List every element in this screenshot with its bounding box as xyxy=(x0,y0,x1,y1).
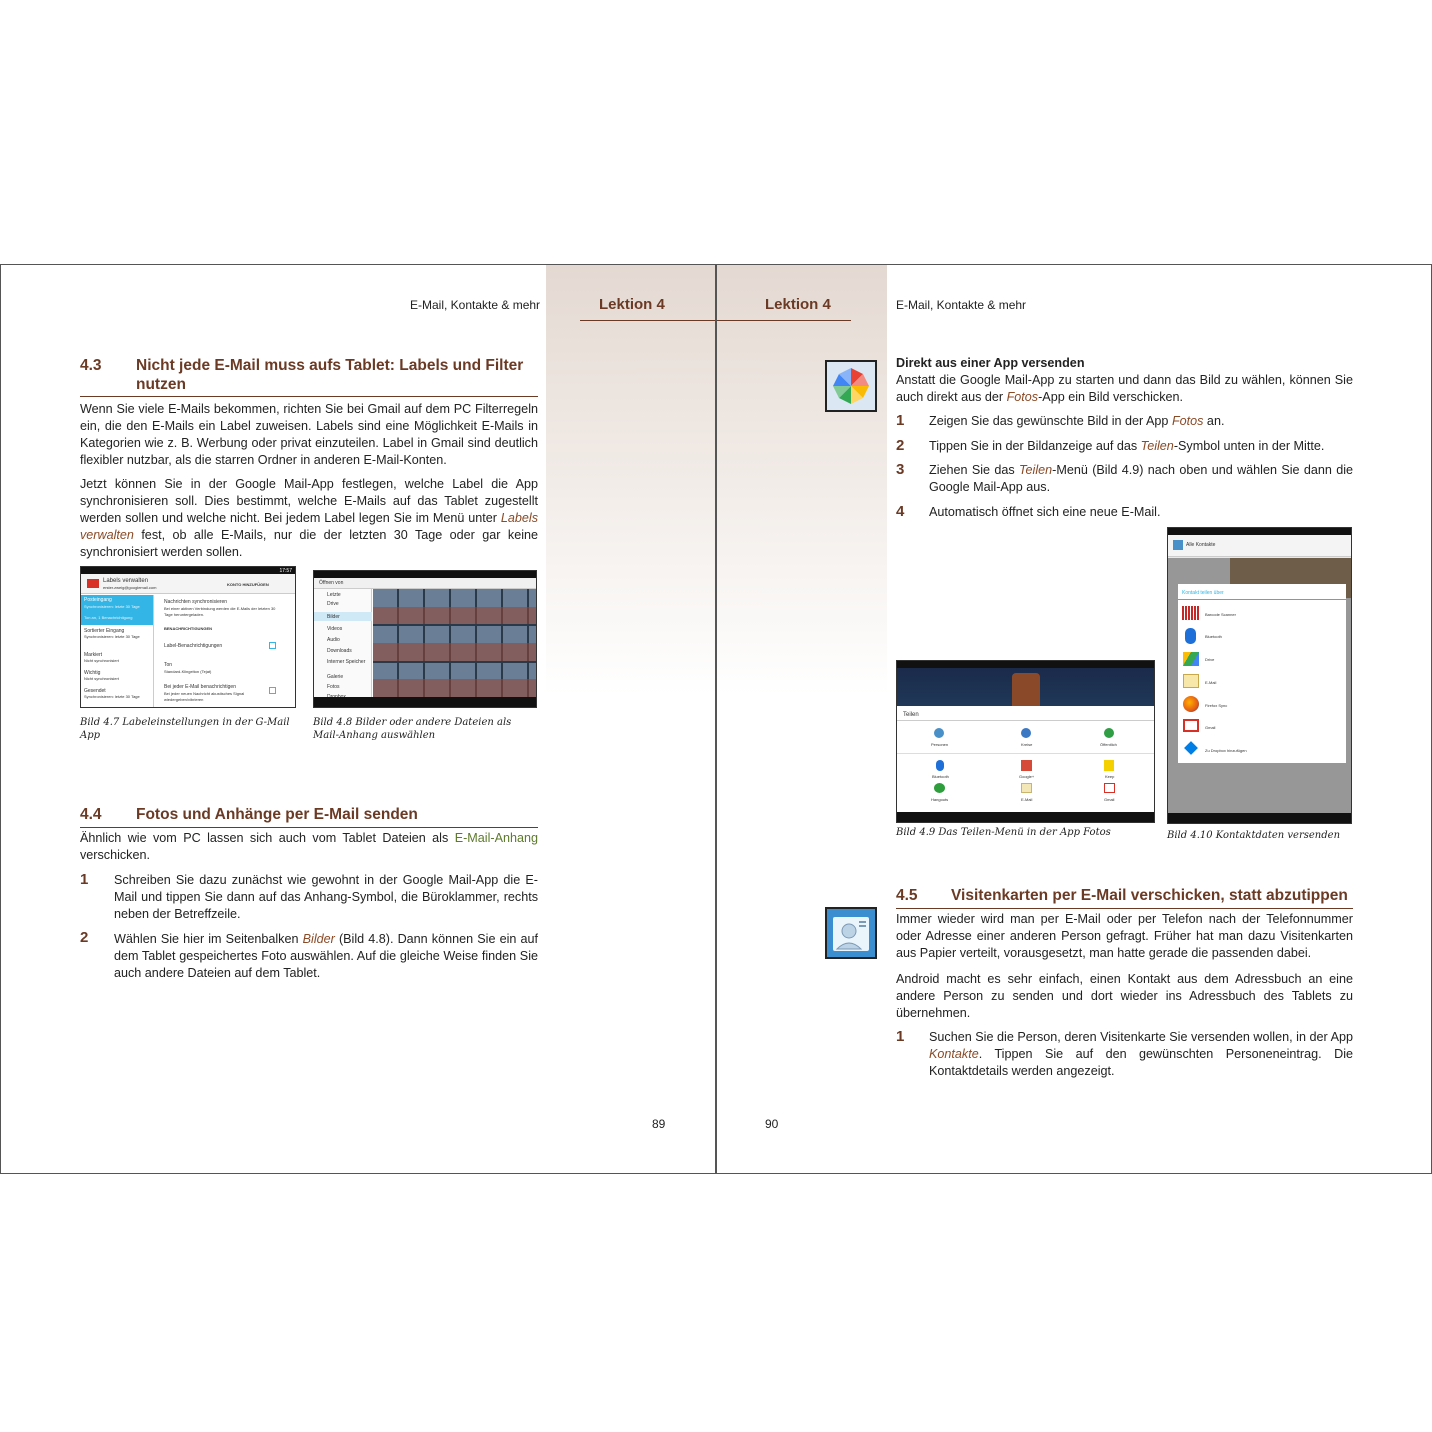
nav-bar xyxy=(897,812,1154,822)
bluetooth-icon[interactable] xyxy=(936,760,944,771)
sidebar-item-interner-speicher[interactable]: Interner Speicher xyxy=(327,659,366,665)
email-icon[interactable] xyxy=(1021,783,1032,793)
step-emphasis: Teilen xyxy=(1019,463,1053,477)
labels-account: erster.zweig@googlemail.com xyxy=(103,585,157,590)
step-emphasis: Fotos xyxy=(1171,414,1204,428)
drive-icon xyxy=(1183,652,1199,666)
step-text: Ziehen Sie das xyxy=(929,463,1020,477)
para2-text-a: Jetzt können Sie in der Google Mail-App festlegen, welche Label die App synchronisieren soll. Dies bestimmt, welche E-Mails auf das Tablet zugestellt werden sollen und welche nicht. Bei jedem Label legen Sie im Menü unter xyxy=(80,477,538,525)
section-4-5-title: Visitenkarten per E-Mail verschicken, statt abzutippen xyxy=(951,887,1348,904)
section-4-3-para2 xyxy=(80,476,538,561)
every-mail-setting[interactable]: Bei jeder E-Mail benachrichtigen xyxy=(164,684,236,690)
dialog-title-rule xyxy=(1178,599,1346,600)
right-lesson-rule xyxy=(717,320,851,321)
step-number: 1 xyxy=(896,1028,905,1045)
step-text: an. xyxy=(1203,414,1225,428)
section-4-3-title-line2: nutzen xyxy=(136,376,186,393)
intro-text: Anstatt die Google Mail-App zu starten und dann das Bild zu wählen, können Sie auch direkt aus der xyxy=(896,373,1353,404)
section-4-3-number: 4.3 xyxy=(80,357,102,374)
left-lesson-label: Lektion 4 xyxy=(599,296,665,313)
section-4-3-title-line1: Nicht jede E-Mail muss aufs Tablet: Labels und Filter xyxy=(136,357,524,374)
nav-bar xyxy=(314,697,536,707)
nav-bar xyxy=(1168,813,1351,823)
photo-grid-brick-tone xyxy=(373,643,537,661)
contacts-card-graphic xyxy=(827,909,875,957)
add-account-button[interactable]: KONTO HINZUFÜGEN xyxy=(227,582,269,587)
labels-verwalten-emphasis: Labels verwalten xyxy=(80,511,538,542)
contacts-header: Alle Kontakte xyxy=(1186,542,1216,548)
bluetooth-icon xyxy=(1185,628,1196,644)
kreise-icon[interactable] xyxy=(1021,728,1031,738)
para-text: Ähnlich wie vom PC lassen sich auch vom Tablet Dateien als xyxy=(80,831,455,845)
section-4-4-number: 4.4 xyxy=(80,806,102,823)
caption-bild-4-10: Bild 4.10 Kontaktdaten versenden xyxy=(1167,830,1341,841)
share-option-email[interactable]: E-Mail xyxy=(1205,680,1217,685)
status-bar xyxy=(314,571,536,578)
photo-grid-brick-tone xyxy=(373,607,537,624)
section-4-3-rule xyxy=(80,396,538,397)
every-mail-desc: Bei jeder neuen Nachricht akustisches Signal wiedergeben/vibrieren xyxy=(164,691,245,702)
label-item-name[interactable]: Sortierter Eingang xyxy=(84,628,125,634)
sidebar-item-audio[interactable]: Audio xyxy=(327,637,340,643)
share-target-label[interactable]: Öffentlich xyxy=(1100,742,1117,747)
left-lesson-tab-background xyxy=(546,265,715,695)
screenshot-labels-settings xyxy=(80,566,296,708)
photo-grid-brick-tone xyxy=(373,679,537,699)
share-target-label[interactable]: Bluetooth xyxy=(932,774,949,779)
caption-bild-4-8: Bild 4.8 Bilder oder andere Dateien als Mail-Anhang auswählen xyxy=(313,717,512,741)
left-page-number: 89 xyxy=(652,1117,666,1131)
direct-step-2 xyxy=(929,438,1353,455)
section-4-5-rule xyxy=(896,908,1353,909)
gmail-icon xyxy=(1183,719,1199,732)
photo-tower xyxy=(1012,673,1040,706)
section-4-5-para2: Android macht es sehr einfach, einen Kontakt aus dem Adressbuch an eine andere Person zu senden und dort wieder ins Adressbuch des Tablets zu übernehmen. xyxy=(896,972,1353,1020)
section-4-4-para1 xyxy=(80,830,538,864)
ringtone-value: Standard-Klingelton (Tejat) xyxy=(164,669,212,674)
share-sheet-title: Teilen xyxy=(903,712,919,718)
fotos-emphasis: Fotos xyxy=(1006,390,1039,404)
email-icon xyxy=(1183,674,1199,688)
right-page-number: 90 xyxy=(765,1117,779,1131)
step-number: 4 xyxy=(896,503,905,520)
step-number: 2 xyxy=(896,437,905,454)
step-text: (Bild 4.8). Dann können Sie ein auf dem Tablet gespeichertes Foto auswählen. Auf die gleiche Weise finden Sie auch andere Dateien auf dem Tablet. xyxy=(114,932,539,980)
photos-pinwheel-icon xyxy=(825,360,877,412)
step-emphasis: Teilen xyxy=(1140,439,1174,453)
sidebar-item-bilder-selected[interactable] xyxy=(314,612,372,621)
sidebar-item-galerie[interactable]: Galerie xyxy=(327,674,344,680)
left-lesson-rule xyxy=(580,320,715,321)
para2-text-b: fest, ob alle E-Mails, nur die der letzten 30 Tage oder gar keine synchronisiert werden sollen. xyxy=(80,528,538,559)
status-time: 17:57 xyxy=(279,568,292,574)
step-text: Wählen Sie hier im Seitenbalken xyxy=(114,932,303,946)
share-option-barcode-scanner[interactable]: Barcode Scanner xyxy=(1205,612,1236,617)
barcode-scanner-icon xyxy=(1182,606,1199,620)
direct-step-1 xyxy=(929,413,1353,430)
labels-title: Labels verwalten xyxy=(103,578,149,584)
step-2-text xyxy=(114,931,538,982)
ringtone-setting[interactable]: Ton xyxy=(164,662,173,668)
section-4-4-title: Fotos und Anhänge per E-Mail senden xyxy=(136,806,418,823)
share-target-label[interactable]: Gmail xyxy=(1104,797,1115,802)
label-item-name[interactable]: Markiert xyxy=(84,652,103,658)
oeffentlich-icon[interactable] xyxy=(1104,728,1114,738)
book-gutter xyxy=(715,264,717,1174)
step-number: 3 xyxy=(896,461,905,478)
para-text: verschicken. xyxy=(80,848,150,862)
share-option-gmail[interactable]: Gmail xyxy=(1205,725,1216,730)
gmail-logo-icon xyxy=(87,579,99,588)
share-option-dropbox[interactable]: Zu Dropbox hinzufügen xyxy=(1205,748,1247,753)
direct-send-intro xyxy=(896,372,1353,406)
step-number: 2 xyxy=(80,929,89,946)
share-option-firefox-sync[interactable]: Firefox Sync xyxy=(1205,703,1228,708)
status-bar xyxy=(897,661,1154,668)
right-lesson-tab-background xyxy=(717,265,887,695)
section-4-3-para1: Wenn Sie viele E-Mails bekommen, richten Sie bei Gmail auf dem PC Filterregeln ein, die den E-Mails ein Label zuweisen. Labels sind eine Möglichkeit E-Mails in Kategorien wie z. B. Werbung oder privat einzuteilen. Label in Gmail sind deutlich flexibler nutzbar, als die starren Ordner in anderen E-Mail-Konten. xyxy=(80,402,538,467)
sync-setting-title[interactable]: Nachrichten synchronisieren xyxy=(164,599,228,605)
share-target-label[interactable]: Keep xyxy=(1105,774,1115,779)
bilder-emphasis: Bilder xyxy=(302,932,335,946)
label-item-sub2: Ton an, 1 Benachrichtigung xyxy=(84,615,133,620)
step-text: . Tippen Sie auf den gewünschten Personeneintrag. Die Kontaktdetails werden angezeigt. xyxy=(929,1047,1353,1078)
screenshot-open-from xyxy=(313,570,537,708)
intro-text: -App ein Bild verschicken. xyxy=(1038,390,1184,404)
share-target-label[interactable]: Hangouts xyxy=(931,797,949,802)
status-bar xyxy=(1168,528,1351,535)
right-lesson-label: Lektion 4 xyxy=(765,296,831,313)
step-text: Zeigen Sie das gewünschte Bild in der App xyxy=(929,414,1172,428)
sidebar-item-downloads[interactable]: Downloads xyxy=(327,648,352,654)
direct-step-3 xyxy=(929,462,1353,496)
share-target-label[interactable]: E-Mail xyxy=(1021,797,1033,802)
right-running-head: E-Mail, Kontakte & mehr xyxy=(896,298,1027,312)
sidebar-item-letzte[interactable]: Letzte xyxy=(327,592,341,598)
share-target-label[interactable]: Google+ xyxy=(1019,774,1035,779)
label-notifications-checkbox[interactable] xyxy=(269,642,276,649)
label-item-sub: Nicht synchronisiert xyxy=(84,676,119,681)
open-from-action-bar xyxy=(314,578,537,589)
keep-icon[interactable] xyxy=(1104,760,1114,771)
photo-grid-row-divider xyxy=(373,624,537,626)
share-target-label[interactable]: Personen xyxy=(931,742,949,747)
label-item-sub: Synchronisieren: letzte 30 Tage xyxy=(84,634,140,639)
contacts-app-icon xyxy=(1173,540,1183,550)
direct-send-subhead: Direkt aus einer App versenden xyxy=(896,356,1085,370)
notifications-header: BENACHRICHTIGUNGEN xyxy=(164,626,212,631)
email-anhang-link[interactable]: E-Mail-Anhang xyxy=(454,831,538,845)
photo-grid-row-divider xyxy=(373,661,537,663)
photos-pinwheel-graphic xyxy=(827,362,875,410)
status-bar xyxy=(81,567,295,574)
sync-setting-desc: Bei einer aktiven Verbindung werden die E-Mails der letzten 30 Tage heruntergeladen. xyxy=(164,606,276,617)
gmail-icon[interactable] xyxy=(1104,783,1115,793)
label-item-name: Posteingang xyxy=(84,597,112,603)
share-target-label[interactable]: Kreise xyxy=(1021,742,1033,747)
kontakte-emphasis: Kontakte xyxy=(929,1047,979,1061)
open-from-title: Öffnen von xyxy=(319,580,344,586)
section-4-5-para1: Immer wieder wird man per E-Mail oder per Telefon nach der Telefonnummer oder Adresse einer anderen Person gefragt. Früher hat man dazu Visitenkarten aus Papier verteilt, vorausgesetzt, man hatte gerade die passenden dabei. xyxy=(896,912,1353,960)
step-text: -Menü (Bild 4.9) nach oben und wählen Sie dann die Google Mail-App aus. xyxy=(929,463,1354,494)
share-contact-dialog xyxy=(1178,584,1346,763)
contacts-card-icon xyxy=(825,907,877,959)
hangouts-icon[interactable] xyxy=(934,783,945,793)
step-number: 1 xyxy=(896,412,905,429)
firefox-icon xyxy=(1183,696,1199,712)
sidebar-item-drive[interactable]: Drive xyxy=(327,601,339,607)
personen-icon[interactable] xyxy=(934,728,944,738)
step-1-text: Schreiben Sie dazu zunächst wie gewohnt in der Google Mail-App die E-Mail und tippen Sie dann auf das Anhang-Symbol, die Büroklammer, rechts neben der Betreffzeile. xyxy=(114,873,538,921)
direct-step-4: Automatisch öffnet sich eine neue E-Mail. xyxy=(929,505,1161,519)
screenshot-contact-share xyxy=(1167,527,1352,824)
label-notifications-setting[interactable]: Label-Benachrichtigungen xyxy=(164,643,223,649)
section-4-3-title xyxy=(136,356,538,394)
label-item-name[interactable]: Gesendet xyxy=(84,688,106,694)
step-text: Suchen Sie die Person, deren Visitenkarte Sie versenden wollen, in der App xyxy=(929,1030,1353,1044)
caption-bild-4-9: Bild 4.9 Das Teilen-Menü in der App Fotos xyxy=(896,827,1111,838)
every-mail-checkbox[interactable] xyxy=(269,687,276,694)
sidebar-item-bilder[interactable]: Bilder xyxy=(327,614,340,620)
dialog-title: Kontakt teilen über xyxy=(1182,590,1224,596)
share-divider xyxy=(897,753,1155,754)
share-option-drive[interactable]: Drive xyxy=(1205,657,1215,662)
label-item-sub: Synchronisieren: letzte 30 Tage xyxy=(84,694,140,699)
left-running-head: E-Mail, Kontakte & mehr xyxy=(410,298,541,312)
caption-bild-4-7: Bild 4.7 Labeleinstellungen in der G-Mail App xyxy=(80,717,290,741)
sidebar-item-fotos[interactable]: Fotos xyxy=(327,684,340,690)
section-4-4-rule xyxy=(80,827,538,828)
step-text: -Symbol unten in der Mitte. xyxy=(1173,439,1325,453)
label-item-sub: Synchronisieren: letzte 30 Tage xyxy=(84,604,140,609)
sidebar-item-videos[interactable]: Videos xyxy=(327,626,343,632)
pane-divider xyxy=(153,595,154,708)
label-item-sub: Nicht synchronisiert xyxy=(84,658,119,663)
google-plus-icon[interactable] xyxy=(1021,760,1032,771)
label-item-name[interactable]: Wichtig xyxy=(84,670,101,676)
screenshot-share-menu xyxy=(896,660,1155,823)
share-divider xyxy=(897,720,1155,721)
step-number: 1 xyxy=(80,871,89,888)
open-from-sidebar xyxy=(314,589,372,699)
step-text: Tippen Sie in der Bildanzeige auf das xyxy=(929,439,1141,453)
section-4-5-number: 4.5 xyxy=(896,887,918,904)
section-4-5-step-1 xyxy=(929,1029,1353,1080)
share-option-bluetooth[interactable]: Bluetooth xyxy=(1205,634,1222,639)
